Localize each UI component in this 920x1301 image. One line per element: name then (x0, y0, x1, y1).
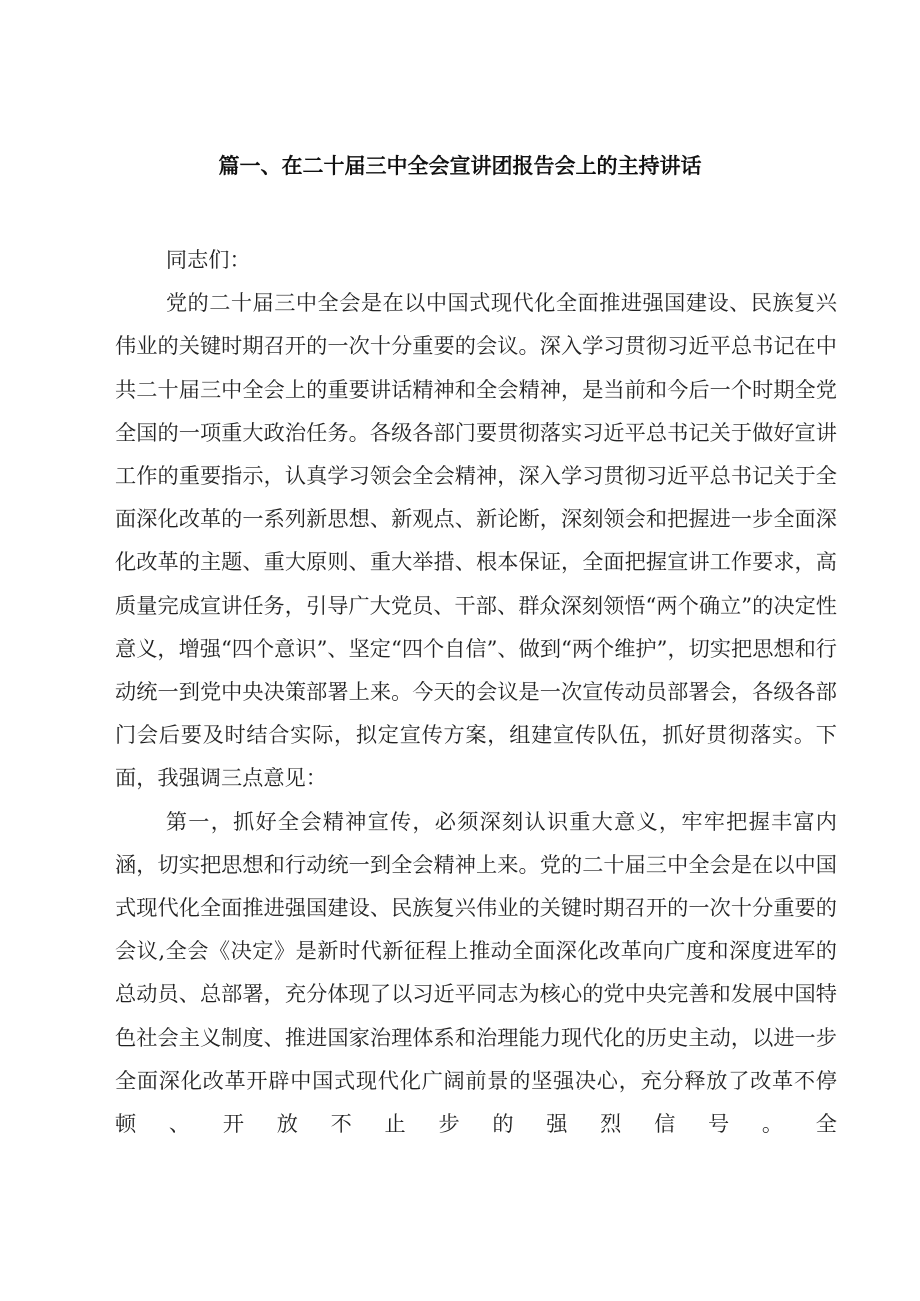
paragraph: 党的二十届三中全会是在以中国式现代化全面推进强国建设、民族复兴伟业的关键时期召开的一次十分重要的会议。深入学习贯彻习近平总书记在中共二十届三中全会上的重要讲话精神和全会精神，是当前和今后一个时期全党全国的一项重大政治任务。各级各部门要贯彻落实习近平总书记关于做好宣讲工作的重要指示，认真学习领会全会精神，深入学习贯彻习近平总书记关于全面深化改革的一系列新思想、新观点、新论断，深刻领会和把握进一步全面深化改革的主题、重大原则、重大举措、根本保证，全面把握宣讲工作要求，高质量完成宣讲任务，引导广大党员、干部、群众深刻领悟“两个确立”的决定性意义，增强“四个意识”、坚定“四个自信”、做到“两个维护”，切实把思想和行动统一到党中央决策部署上来。今天的会议是一次宣传动员部署会，各级各部门会后要及时结合实际，拟定宣传方案，组建宣传队伍，抓好贯彻落实。下面，我强调三点意见： (115, 290, 837, 791)
document-body (115, 238, 837, 1145)
paragraph: 第一，抓好全会精神宣传，必须深刻认识重大意义，牢牢把握丰富内涵，切实把思想和行动统一到全会精神上来。党的二十届三中全会是在以中国式现代化全面推进强国建设、民族复兴伟业的关键时期召开的一次十分重要的会议,全会《决定》是新时代新征程上推动全面深化改革向广度和深度进军的总动员、总部署，充分体现了以习近平同志为核心的党中央完善和发展中国特色社会主义制度、推进国家治理体系和治理能力现代化的历史主动，以进一步全面深化改革开辟中国式现代化广阔前景的坚强决心，充分释放了改革不停顿、开放不止步的强烈信号。全 (115, 808, 837, 1137)
salutation: 同志们： (165, 247, 251, 272)
document-title: 篇一、在二十届三中全会宣讲团报告会上的主持讲话 (218, 154, 702, 178)
